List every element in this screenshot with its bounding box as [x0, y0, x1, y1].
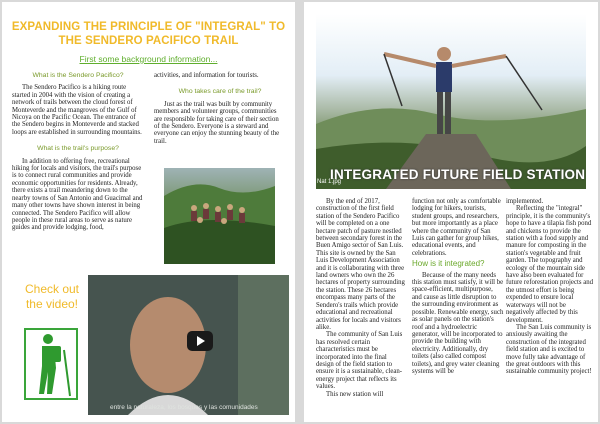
paragraph: This new station will	[326, 390, 384, 398]
group-photo	[164, 168, 275, 264]
paragraph: function not only as comfortable lodging for hikers, tourists, student groups, and researchers, but more importantly as a place where the community of San Luis can gather for group hikes, educational events, and celebrations.	[412, 198, 501, 257]
section-heading: How is it integrated?	[412, 259, 485, 269]
paragraph: implemented.	[506, 198, 544, 205]
hero-title: INTEGRATED FUTURE FIELD STATION	[330, 167, 586, 182]
paragraph: Because of the many needs this station must satisfy, it will be space-efficient, multipurpose, and cause as little disruption to the surrounding environment as possible. Renewable energy, such as solar panels on the station's roof and a hydroelectric generator, will be incorporated to provide the building with electricity. Additionally, dry toilets (also called compost toilets), and grey water cleaning systems will be	[412, 271, 504, 375]
right-column-1	[316, 198, 406, 398]
section-heading: Who takes care of the trail?	[178, 88, 262, 96]
left-page	[2, 2, 295, 422]
hiker-silhouette	[26, 330, 76, 398]
play-button[interactable]	[187, 331, 213, 351]
paragraph: The San Luis community is anxiously awaiting the construction of the integrated field station and is excited to move fully take advantage of the great outdoors with this sustainable community project!	[506, 323, 592, 376]
paragraph: By the end of 2017, construction of the first field station of the Sendero Pacifico will be completed on a one hectare patch of pasture nestled between secondary forest in the Buen Amigo sector of San Luis. This site is owned by the San Luis Development Association and it is collaborating with three land owners who own the 26 hectares of property surrounding the station. These 26 hectares encompass many parts of the Sendero's trails which provide educational and recreational activities for locals and visitors alike.	[316, 198, 405, 331]
hero-photo	[316, 14, 586, 189]
paragraph: The community of San Luis has resolved certain characteristics must be incorporated into the final design of the field station to ensure it is a sustainable, clean-energy project that reflects its values.	[316, 331, 403, 391]
page-headline: EXPANDING THE PRINCIPLE OF "INTEGRAL" TO THE SENDERO PACIFICO TRAIL	[11, 21, 286, 47]
section-body: Just as the trail was built by community members and volunteer groups, communities are responsible for taking care of their section of the Sendero. Everyone is a steward and everyone can enjoy the stunning beauty of the trail.	[154, 100, 280, 145]
paragraph: Reflecting the "integral" principle, it is the community's hope to have a tilapia fish pond and chickens to provide the station with a food supply and manure for composting in the station's vegetable and fruit garden. The topography and ecology of the mountain side have also been evaluated for future reforestation projects and the utmost effort is being expended to ensure local waterways will not be negatively affected by this development.	[506, 205, 594, 324]
group-photo-scene	[164, 168, 275, 264]
right-page	[304, 2, 598, 422]
section-continuation: activities, and information for tourists.	[154, 72, 259, 79]
background-info-link[interactable]: First some background information...	[79, 54, 218, 64]
left-column-1	[12, 72, 144, 232]
video-player[interactable]	[88, 275, 289, 415]
image-credit: Nat 1.jpg	[317, 179, 342, 185]
hiker-summit-scene	[316, 14, 586, 189]
hiker-icon	[24, 328, 78, 400]
section-body: In addition to offering free, recreational hiking for locals and visitors, the trail's purpose is to connect rural communities and provide economic opportunities for residents. Already, there exists a trail meandering down to the nearby towns of San Antonio and Guacimal and many other towns have shown interest in being connected. The Sendero Pacifico will allow people in these rural areas to serve as nature guides and provide lodging, food,	[12, 157, 143, 232]
left-column-2	[154, 72, 286, 145]
video-call-to-action: Check out the video!	[24, 282, 80, 311]
video-caption: entre la naturaleza, los bosques y las comunidades	[110, 404, 258, 411]
section-heading: What is the trail's purpose?	[37, 145, 119, 153]
section-heading: What is the Sendero Pacifico?	[32, 72, 124, 79]
section-body: The Sendero Pacifico is a hiking route started in 2004 with the vision of creating a network of trails between the cloud forest of Monteverde and the mangroves of the Gulf of Nicoya on the Pacific Ocean. The entrance of the Sendero begins in Monteverde and stacked loops are established in surrounding mountains.	[12, 84, 142, 136]
right-column-2	[412, 198, 504, 375]
right-column-3	[506, 198, 594, 376]
